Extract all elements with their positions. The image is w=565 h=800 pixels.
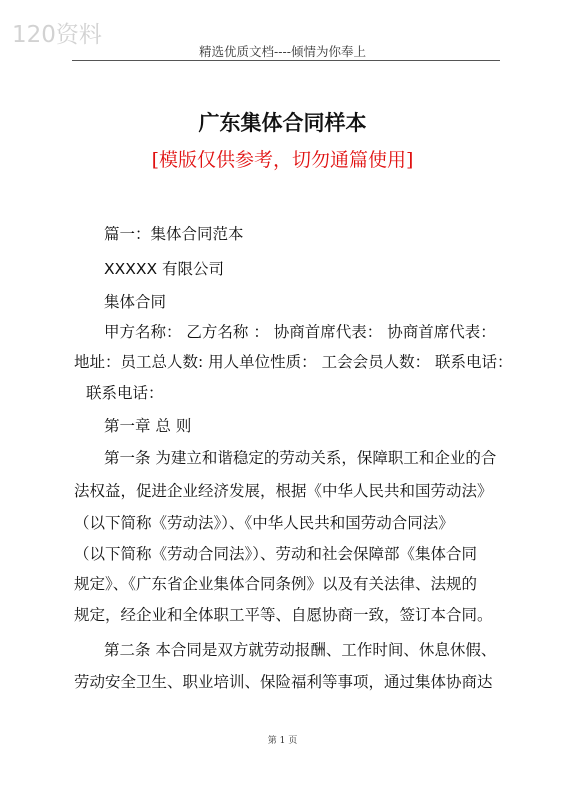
body-line: （以下简称《劳动法》）、《中华人民共和国劳动合同法》 [74,514,454,532]
body-line: 法权益，促进企业经济发展，根据《中华人民共和国劳动法》 [74,482,493,500]
body-line: 第一条 为建立和谐稳定的劳动关系，保障职工和企业的合 [104,449,497,467]
watermark-logo: 120资料 [12,22,102,48]
document-title: 广东集体合同样本 [198,110,367,135]
header-divider [72,60,500,61]
body-line: 第一章 总 则 [104,417,192,435]
body-line: 规定》、《广东省企业集体合同条例》以及有关法律、法规的 [74,575,478,593]
body-line: 地址：员工总人数: 用人单位性质： 工会会员人数： 联系电话： [74,353,513,371]
body-line: 集体合同 [104,293,167,311]
body-line: 第二条 本合同是双方就劳动报酬、工作时间、休息休假、 [104,641,497,659]
page-number: 第 1 页 [267,736,298,746]
body-line: 甲方名称： 乙方名称 ： 协商首席代表： 协商首席代表： [104,323,496,341]
body-line: （以下简称《劳动合同法》）、劳动和社会保障部《集体合同 [74,545,478,563]
body-line: 联系电话： [86,384,164,402]
body-line: 规定，经企业和全体职工平等、自愿协商一致，签订本合同。 [74,606,493,624]
page-header: 精选优质文档----倾情为你奉上 [199,44,366,59]
body-line: 篇一：集体合同范本 [104,225,244,243]
document-subtitle: [模版仅供参考，切勿通篇使用] [151,149,414,171]
body-line: XXXXX 有限公司 [104,260,225,278]
body-line: 劳动安全卫生、职业培训、保险福利等事项，通过集体协商达 [74,673,493,691]
